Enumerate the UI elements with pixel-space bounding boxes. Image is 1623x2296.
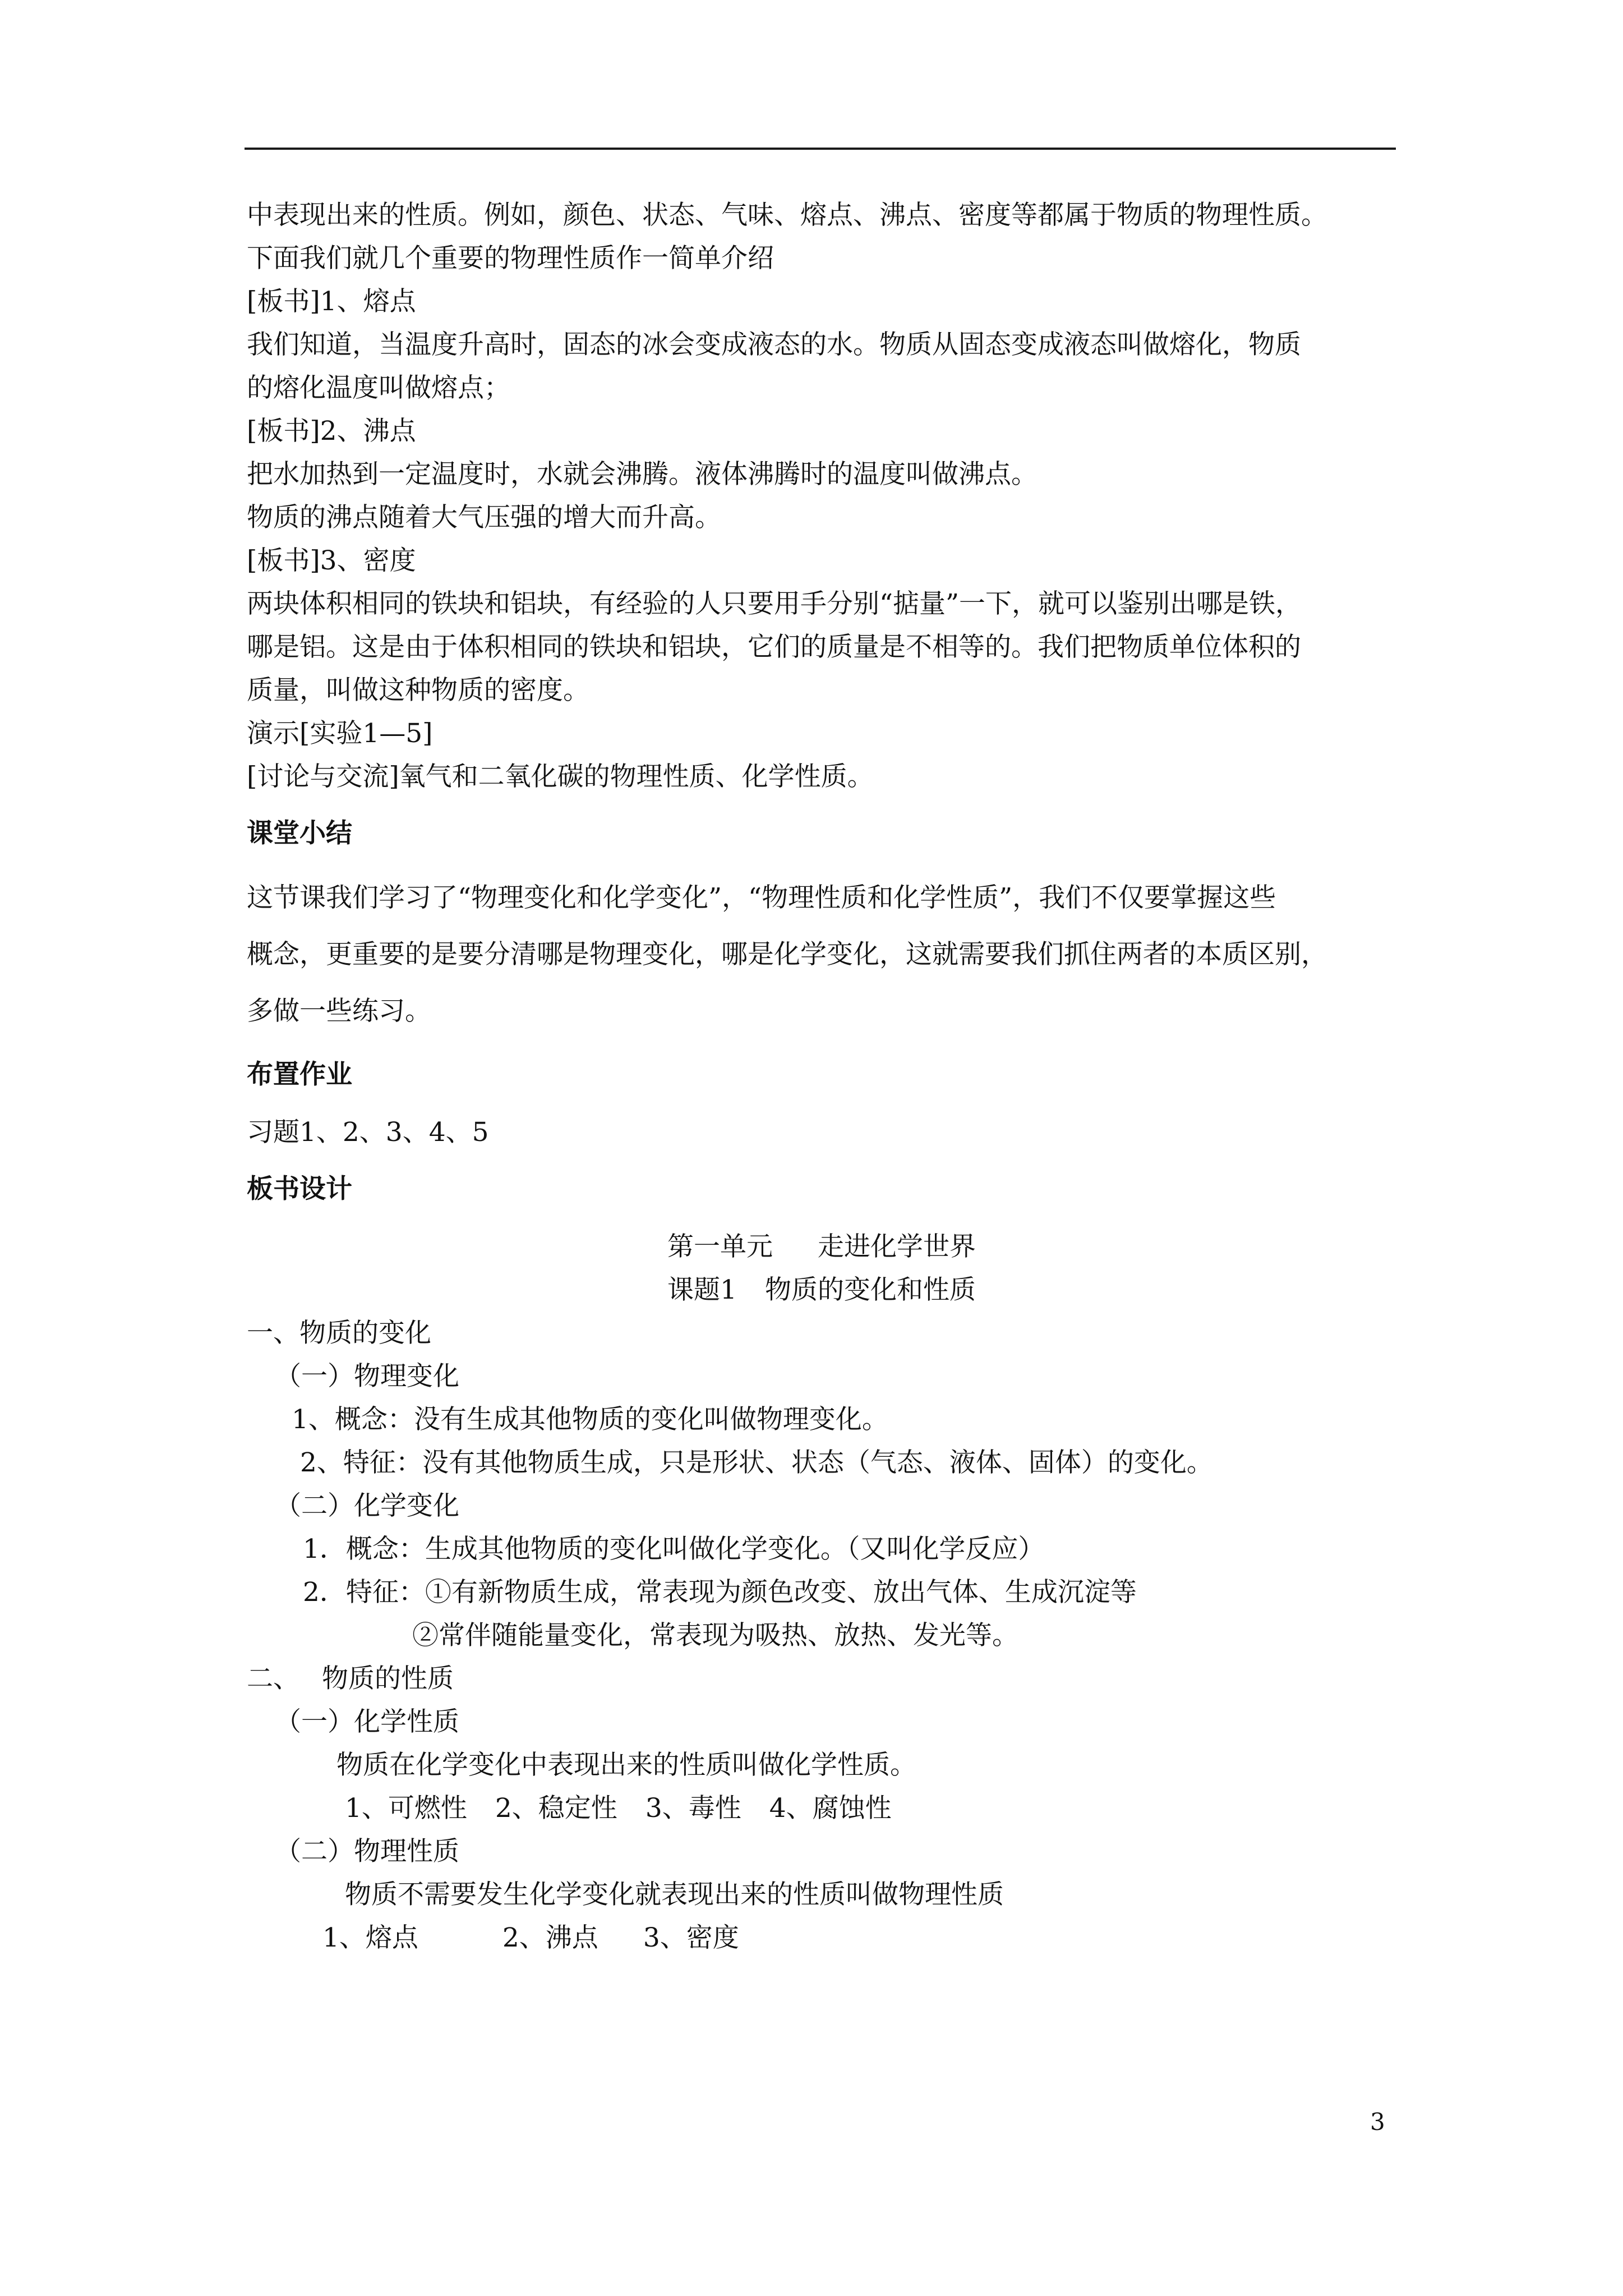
body-line: 演示[实验1—5] [247, 718, 433, 749]
summary-heading: 课堂小结 [247, 818, 352, 849]
homework-text: 习题1、2、3、4、5 [247, 1117, 489, 1148]
body-line: 中表现出来的性质。例如，颜色、状态、气味、熔点、沸点、密度等都属于物质的物理性质。 [247, 200, 1327, 231]
body-line: 质量，叫做这种物质的密度。 [247, 675, 589, 706]
body-line: 物质的沸点随着大气压强的增大而升高。 [247, 502, 721, 533]
subsection-heading: （二）物理性质 [275, 1836, 459, 1867]
summary-section [247, 869, 1396, 1039]
definition-line: 物质不需要发生化学变化就表现出来的性质叫做物理性质 [345, 1879, 1004, 1910]
outline-item: ②常伴随能量变化，常表现为吸热、放热、发光等。 [412, 1620, 1018, 1651]
outline-item: 1．概念：生成其他物质的变化叫做化学变化。（又叫化学反应） [303, 1534, 1045, 1565]
body-line: 把水加热到一定温度时，水就会沸腾。液体沸腾时的温度叫做沸点。 [247, 459, 1038, 490]
subsection-heading: （一）化学性质 [275, 1706, 459, 1737]
outline-item: 1、概念：没有生成其他物质的变化叫做物理变化。 [292, 1404, 888, 1435]
body-line: [板书]3、密度 [247, 545, 416, 576]
property-item: 2、沸点 [502, 1922, 598, 1953]
page-number: 3 [1370, 2108, 1385, 2136]
board-subtitle [247, 1268, 1396, 1312]
property-item: 3、密度 [643, 1922, 739, 1953]
property-item: 1、熔点 [322, 1922, 418, 1953]
summary-line: 这节课我们学习了“物理变化和化学变化”，“物理性质和化学性质”，我们不仅要掌握这些 [247, 882, 1276, 913]
section-title: 物质的性质 [322, 1663, 454, 1694]
board-subtitle-name: 物质的变化和性质 [764, 1274, 976, 1305]
property-list [247, 1916, 1396, 1959]
body-line: 哪是铝。这是由于体积相同的铁块和铝块，它们的质量是不相等的。我们把物质单位体积的 [247, 632, 1301, 662]
body-line: 我们知道，当温度升高时，固态的冰会变成液态的水。物质从固态变成液态叫做熔化，物质 [247, 329, 1301, 360]
subsection-heading: （二）化学变化 [275, 1490, 459, 1521]
body-line: [板书]1、熔点 [247, 286, 416, 317]
subsection-heading: （一）物理变化 [275, 1361, 459, 1392]
property-list [247, 1787, 1396, 1830]
definition-line: 物质在化学变化中表现出来的性质叫做化学性质。 [336, 1750, 916, 1780]
board-title-unit: 第一单元 [667, 1231, 773, 1262]
board-subtitle-lesson: 课题1 [667, 1274, 737, 1305]
property-item: 1、可燃性 [345, 1793, 467, 1824]
board-title [247, 1225, 1396, 1268]
summary-line: 多做一些练习。 [247, 996, 431, 1027]
document-body [247, 194, 1396, 1959]
property-item: 4、腐蚀性 [769, 1793, 892, 1824]
homework-heading: 布置作业 [247, 1059, 352, 1090]
outline-item: 2、特征：没有其他物质生成，只是形状、状态（气态、液体、固体）的变化。 [300, 1447, 1213, 1478]
summary-line: 概念，更重要的是要分清哪是物理变化，哪是化学变化，这就需要我们抓住两者的本质区别， [247, 939, 1327, 970]
body-line: 两块体积相同的铁块和铝块，有经验的人只要用手分别“掂量”一下，就可以鉴别出哪是铁， [247, 588, 1302, 619]
outline-item: 2．特征：①有新物质生成，常表现为颜色改变、放出气体、生成沉淀等 [303, 1577, 1137, 1608]
header-rule [245, 148, 1396, 150]
body-line: [讨论与交流]氧气和二氧化碳的物理性质、化学性质。 [247, 761, 874, 792]
body-line: [板书]2、沸点 [247, 416, 416, 447]
board-title-name: 走进化学世界 [818, 1231, 976, 1262]
board-heading: 板书设计 [247, 1174, 352, 1204]
body-line: 的熔化温度叫做熔点； [247, 372, 510, 403]
body-line: 下面我们就几个重要的物理性质作一简单介绍 [247, 243, 774, 274]
section-heading: 一、物质的变化 [247, 1318, 431, 1349]
property-item: 2、稳定性 [495, 1793, 617, 1824]
section-number: 二、 [247, 1663, 299, 1694]
section-heading [247, 1657, 1396, 1700]
property-item: 3、毒性 [645, 1793, 741, 1824]
